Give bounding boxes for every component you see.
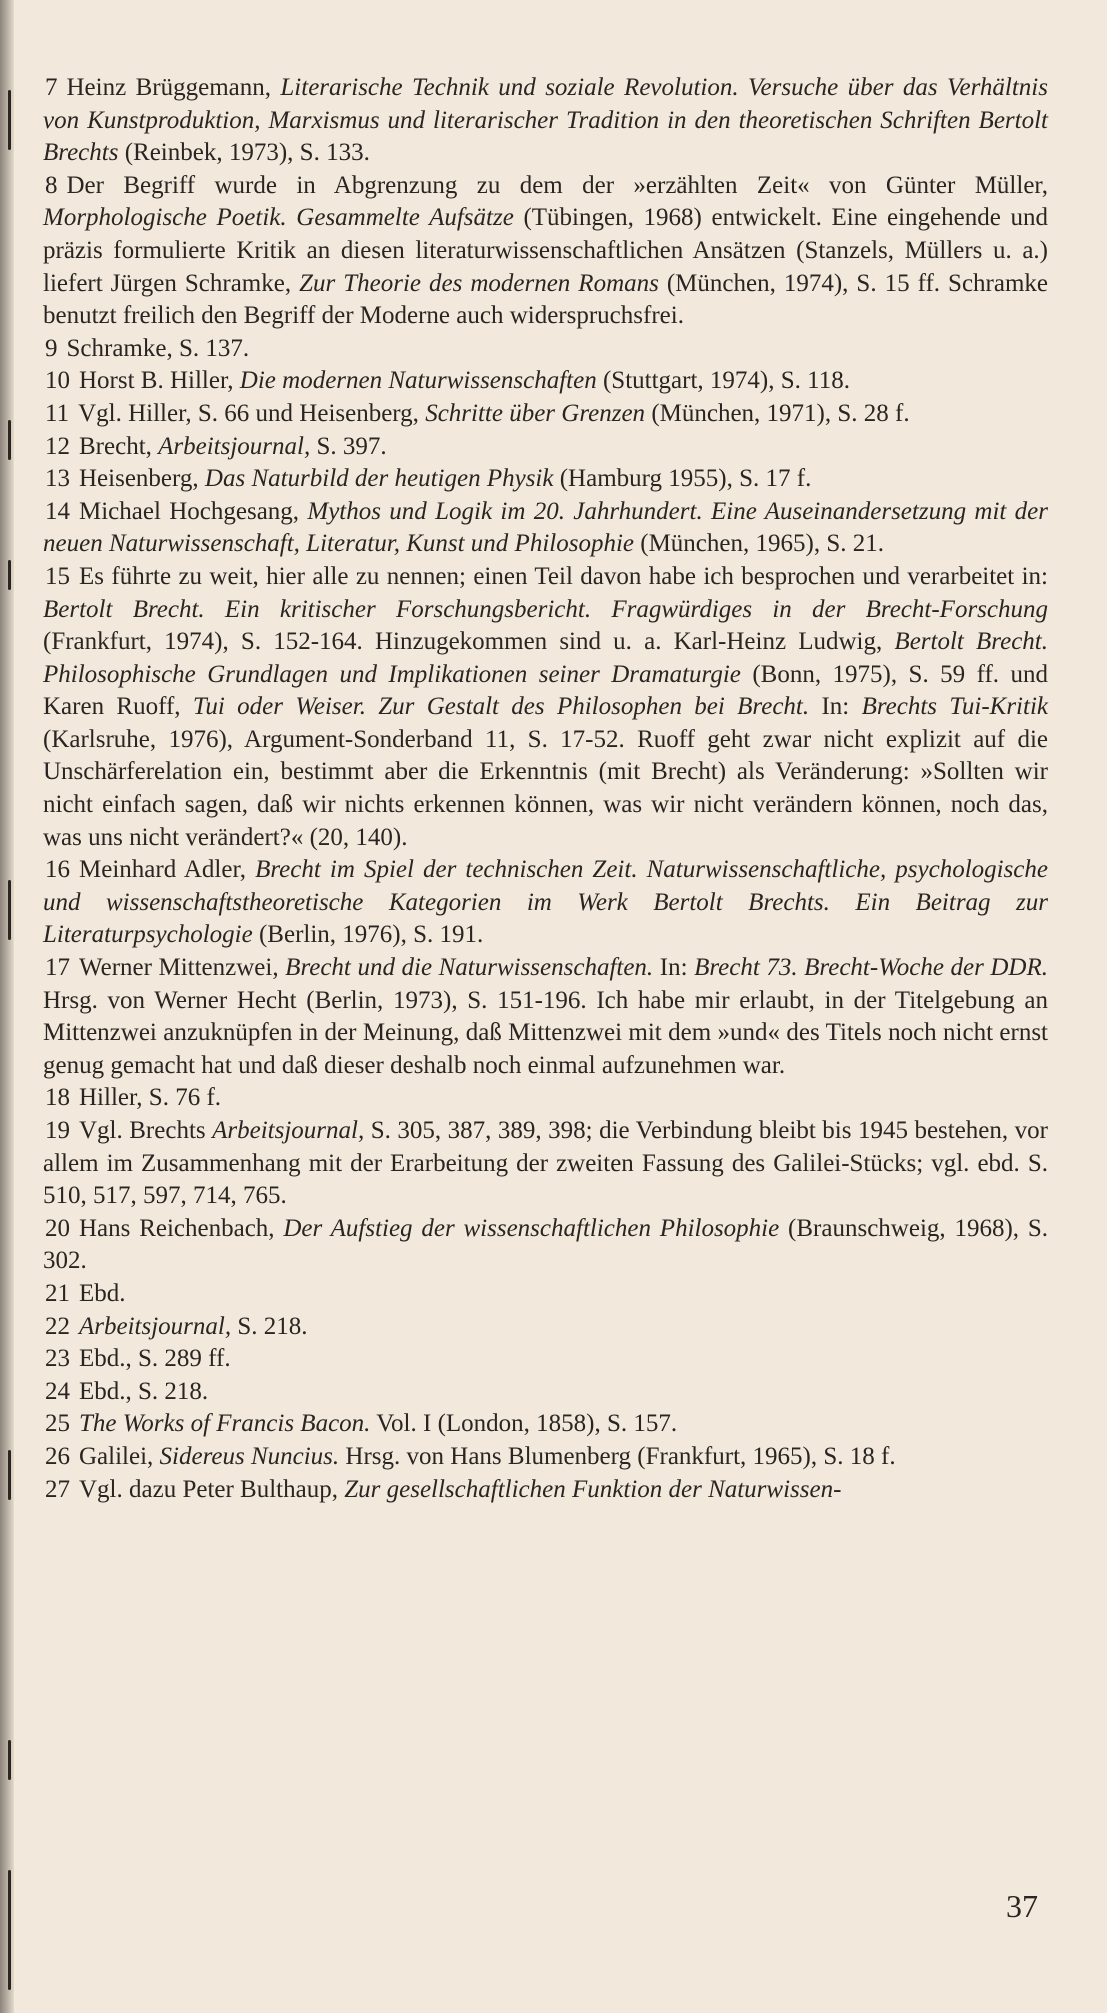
footnote-15 <box>43 561 1048 854</box>
footnote-26 <box>43 1441 1048 1474</box>
footnote-text: (Braunschweig, 1968), S. 302. <box>43 1214 1048 1275</box>
footnote-text: Galilei, <box>79 1442 160 1470</box>
footnote-16 <box>43 854 1048 952</box>
footnote-text: Hiller, S. 76 f. <box>79 1084 222 1112</box>
footnote-title-italic: Schritte über Grenzen <box>425 399 646 427</box>
footnote-17 <box>43 952 1048 1082</box>
footnote-text: (Karlsruhe, 1976), Argument-Sonderband 11, S. 17-52. Ruoff geht zwar nicht explizit auf die Unschärferelation ein, bestimmt aber die Erkenntnis (mit Brecht) als Veränderung: »Sollten wir nicht einfach sagen, daß wir nichts erkennen können, was wir nicht verändern können, noch das, was uns nicht verändert?« (20, 140). <box>43 725 1048 851</box>
footnote-22 <box>43 1311 1048 1344</box>
footnote-text: S. 305, 387, 389, 398; die Verbindung bleibt bis 1945 bestehen, vor allem im Zusammenhang mit der Erarbeitung der zweiten Fassung des Galilei-Stücks; vgl. ebd. S. 510, 517, 597, 714, 765. <box>43 1117 1048 1210</box>
footnote-7 <box>43 72 1048 170</box>
footnote-number: 21 <box>45 1279 70 1307</box>
footnotes-list <box>43 72 1048 1506</box>
footnote-number: 12 <box>45 432 70 460</box>
footnote-number: 10 <box>45 367 70 395</box>
footnote-number: 26 <box>45 1442 70 1470</box>
footnote-text: Ebd., S. 289 ff. <box>79 1345 231 1373</box>
footnote-9 <box>43 333 1048 366</box>
footnote-text: (Berlin, 1976), S. 191. <box>252 921 484 949</box>
footnote-title-italic: Morphologische Poetik. Gesammelte Aufsätze <box>43 204 514 232</box>
footnote-25 <box>43 1408 1048 1441</box>
footnote-text: (München, 1971), S. 28 f. <box>645 399 910 427</box>
footnote-title-italic: Arbeitsjournal, <box>79 1312 232 1340</box>
footnote-number: 22 <box>45 1312 70 1340</box>
footnote-title-italic: Brecht und die Naturwissenschaften. <box>285 954 654 982</box>
footnote-number: 13 <box>45 465 70 493</box>
spine-mark <box>8 880 11 940</box>
footnote-title-italic: Zur gesellschaftlichen Funktion der Naturwissen- <box>344 1475 842 1503</box>
footnote-text: Vgl. Brechts <box>79 1117 213 1144</box>
book-spine-shadow <box>0 0 14 2013</box>
page-number: 37 <box>1006 1888 1038 1924</box>
footnote-title-italic: Arbeitsjournal, <box>158 432 311 460</box>
footnote-number: 9 <box>45 334 58 362</box>
footnote-21 <box>43 1278 1048 1311</box>
footnote-text: Vgl. dazu Peter Bulthaup, <box>79 1475 345 1503</box>
footnote-text: In: <box>809 693 862 721</box>
footnote-text: Werner Mittenzwei, <box>79 954 286 982</box>
footnote-title-italic: Brecht 73. Brecht-Woche der DDR. <box>694 954 1048 982</box>
footnote-title-italic: The Works of Francis Bacon. <box>79 1410 371 1438</box>
footnote-number: 18 <box>45 1084 70 1112</box>
footnote-number: 25 <box>45 1410 70 1438</box>
footnote-text: Hans Reichenbach, <box>79 1214 284 1242</box>
footnote-text: In: <box>653 954 695 982</box>
footnote-13 <box>43 463 1048 496</box>
footnote-27 <box>43 1474 1048 1507</box>
footnote-text: Ebd., S. 218. <box>79 1377 209 1405</box>
spine-mark <box>8 420 11 460</box>
footnote-text: Hrsg. von Werner Hecht (Berlin, 1973), S. 151-196. Ich habe mir erlaubt, in der Titelgebung an Mittenzwei anzuknüpfen in der Meinung, daß Mittenzwei mit dem »und« des Titels noch nicht ernst genug gemacht hat und daß dieser deshalb noch einmal aufzunehmen war. <box>43 986 1048 1079</box>
footnote-20 <box>43 1213 1048 1278</box>
footnote-text: Es führte zu weit, hier alle zu nennen; einen Teil davon habe ich besprochen und verarbeitet in: <box>79 562 1048 590</box>
footnote-title-italic: Der Aufstieg der wissenschaftlichen Philosophie <box>283 1214 780 1242</box>
spine-mark <box>8 90 11 150</box>
footnote-text: Meinhard Adler, <box>79 856 256 884</box>
footnote-number: 20 <box>45 1214 70 1242</box>
spine-mark <box>8 1450 11 1500</box>
footnote-number: 19 <box>45 1117 70 1144</box>
footnote-title-italic: Arbeitsjournal, <box>212 1117 365 1144</box>
footnote-number: 11 <box>45 399 70 427</box>
footnote-19 <box>43 1115 1048 1213</box>
footnote-text: S. 397. <box>310 432 387 460</box>
footnote-number: 15 <box>45 562 70 590</box>
footnote-11 <box>43 398 1048 431</box>
footnote-text: Michael Hochgesang, <box>79 497 308 525</box>
footnote-text: (Tübingen, 1968) entwickelt. Eine eingehende und präzis formulierte Kritik an diesen literaturwissenschaftlichen Ansätzen (Stanzels, Müllers u. a.) liefert Jürgen Schramke, <box>43 204 1048 297</box>
footnote-number: 27 <box>45 1475 70 1503</box>
footnote-18 <box>43 1082 1048 1115</box>
footnote-title-italic: Literarische Technik und soziale Revolution. Versuche über das Verhältnis von Kunstproduktion, Marxismus und literarischer Tradition in den theoretischen Schriften Bertolt Brechts <box>43 74 1048 167</box>
footnote-title-italic: Bertolt Brecht. Philosophische Grundlagen und Implikationen seiner Dramaturgie <box>43 628 1048 688</box>
footnote-text: Hrsg. von Hans Blumenberg (Frankfurt, 1965), S. 18 f. <box>339 1442 896 1470</box>
footnote-title-italic: Tui oder Weiser. Zur Gestalt des Philosophen bei Brecht. <box>192 693 810 721</box>
footnote-number: 24 <box>45 1377 70 1405</box>
footnote-text: (München, 1974), S. 15 ff. Schramke benutzt freilich den Begriff der Moderne auch widerspruchsfrei. <box>43 269 1048 330</box>
footnote-text: (Bonn, 1975), S. 59 ff. und Karen Ruoff, <box>43 660 1048 721</box>
footnote-title-italic: Mythos und Logik im 20. Jahrhundert. Eine Auseinandersetzung mit der neuen Naturwissenschaft, Literatur, Kunst und Philosophie <box>43 497 1049 558</box>
footnote-text: Heisenberg, <box>79 465 205 493</box>
footnote-text: S. 218. <box>231 1312 308 1340</box>
footnote-12 <box>43 431 1048 464</box>
footnote-text: Horst B. Hiller, <box>79 367 240 395</box>
spine-mark <box>8 1740 11 1780</box>
footnote-23 <box>43 1343 1048 1376</box>
footnote-text: (Stuttgart, 1974), S. 118. <box>596 367 850 395</box>
footnote-text: Vgl. Hiller, S. 66 und Heisenberg, <box>78 399 426 427</box>
footnote-number: 17 <box>45 954 70 982</box>
footnote-number: 23 <box>45 1345 70 1373</box>
footnote-text: (Reinbek, 1973), S. 133. <box>118 139 370 167</box>
footnote-number: 14 <box>45 497 70 525</box>
footnote-title-italic: Zur Theorie des modernen Romans <box>299 269 659 297</box>
footnote-text: Heinz Brüggemann, <box>66 74 281 101</box>
footnote-title-italic: Das Naturbild der heutigen Physik <box>204 465 554 493</box>
footnote-number: 16 <box>45 856 70 884</box>
footnote-number: 7 <box>45 74 58 101</box>
footnote-text: (Hamburg 1955), S. 17 f. <box>553 465 812 493</box>
footnote-8 <box>43 170 1048 333</box>
footnote-title-italic: Bertolt Brecht. Ein kritischer Forschungsbericht. Fragwürdiges in der Brecht-Forschung <box>43 595 1048 623</box>
footnote-number: 8 <box>45 171 58 199</box>
footnote-24 <box>43 1376 1048 1409</box>
footnote-text: (Frankfurt, 1974), S. 152-164. Hinzugekommen sind u. a. Karl-Heinz Ludwig, <box>43 628 895 656</box>
spine-mark <box>8 560 11 590</box>
footnote-title-italic: Brechts Tui-Kritik <box>861 693 1048 721</box>
footnote-14 <box>43 496 1048 561</box>
footnote-10 <box>43 365 1048 398</box>
footnote-title-italic: Brecht im Spiel der technischen Zeit. Naturwissenschaftliche, psychologische und wissenschaftstheoretische Kategorien im Werk Bertolt Brechts. Ein Beitrag zur Literaturpsychologie <box>43 856 1049 949</box>
footnote-text: Ebd. <box>79 1279 126 1307</box>
footnote-text: Brecht, <box>79 432 159 460</box>
footnote-text: Vol. I (London, 1858), S. 157. <box>370 1410 678 1438</box>
spine-mark <box>8 1870 11 1990</box>
footnote-text: Schramke, S. 137. <box>66 334 250 362</box>
footnote-text: (München, 1965), S. 21. <box>634 530 884 558</box>
footnote-title-italic: Die modernen Naturwissenschaften <box>239 367 597 395</box>
footnote-text: Der Begriff wurde in Abgrenzung zu dem der »erzählten Zeit« von Günter Müller, <box>66 171 1048 199</box>
footnote-title-italic: Sidereus Nuncius. <box>159 1442 340 1470</box>
